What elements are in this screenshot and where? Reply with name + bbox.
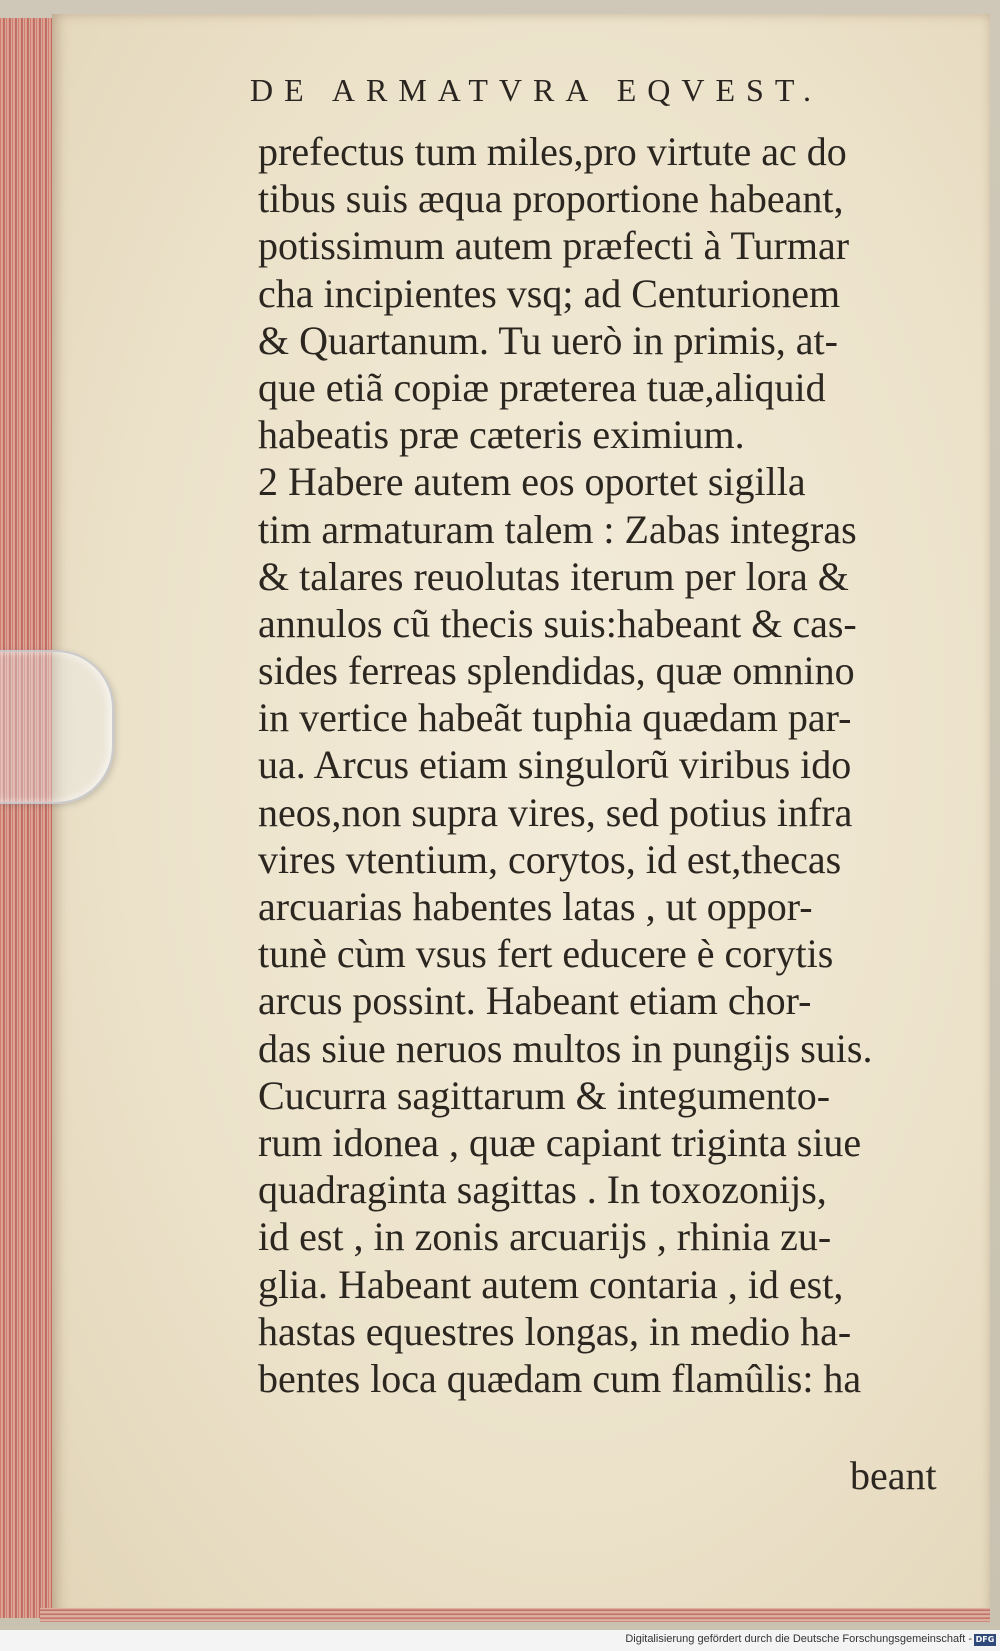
text-line: habeatis præ cæteris eximium.: [258, 412, 745, 458]
dfg-logo-icon: DFG: [975, 1635, 995, 1644]
body-text: [258, 128, 963, 1402]
text-line: arcus possint. Habeant etiam chor-: [258, 978, 812, 1024]
page-edge-left: [0, 18, 60, 1618]
footer-bar: [0, 1630, 1000, 1651]
text-line: das siue neruos multos in pungijs suis.: [258, 1025, 873, 1071]
text-line: annulos cũ thecis suis:habeant & cas-: [258, 600, 857, 646]
text-line: & talares reuolutas iterum per lora &: [258, 553, 849, 599]
text-line: 2 Habere autem eos oportet sigilla: [258, 459, 806, 505]
digitization-credit: Digitalisierung gefördert durch die Deutsche Forschungsgemeinschaft -: [625, 1633, 972, 1645]
text-line: neos,non supra vires, sed potius infra: [258, 789, 853, 835]
text-line: prefectus tum miles,pro virtute ac do: [258, 129, 847, 174]
text-line: tunè cùm vsus fert educere è corytis: [258, 931, 834, 977]
text-line: potissimum autem præfecti à Turmar: [258, 223, 850, 269]
running-head: DE ARMATVRA EQVEST.: [250, 72, 822, 108]
text-line: & Quartanum. Tu uerò in primis, at-: [258, 317, 838, 363]
text-line: glia. Habeant autem contaria , id est,: [258, 1261, 844, 1307]
text-line: bentes loca quædam cum flamûlis: ha: [258, 1355, 862, 1401]
text-line: vires vtentium, corytos, id est,thecas: [258, 836, 842, 882]
text-line: arcuarias habentes latas , ut oppor-: [258, 884, 813, 929]
page-clip: [0, 650, 114, 804]
text-line: hastas equestres longas, in medio ha-: [258, 1308, 852, 1354]
text-line: que etiã copiæ præterea tuæ,aliquid: [258, 364, 826, 410]
text-line: id est , in zonis arcuarijs , rhinia zu-: [258, 1214, 832, 1260]
text-line: ua. Arcus etiam singulorũ viribus ido: [258, 742, 852, 788]
text-line: Cucurra sagittarum & integumento-: [258, 1072, 831, 1118]
text-line: in vertice habeãt tuphia quædam par-: [258, 695, 852, 741]
text-line: rum idonea , quæ capiant triginta siue: [258, 1119, 862, 1165]
text-line: tibus suis æqua proportione habeant,: [258, 176, 844, 222]
text-line: tim armaturam talem : Zabas integras: [258, 506, 857, 552]
catchword: beant: [850, 1453, 937, 1498]
text-line: quadraginta sagittas . In toxozonijs,: [258, 1167, 827, 1213]
text-line: sides ferreas splendidas, quæ omnino: [258, 648, 855, 694]
page-edge-bottom: [40, 1608, 990, 1622]
text-line: cha incipientes vsq; ad Centurionem: [258, 270, 841, 316]
